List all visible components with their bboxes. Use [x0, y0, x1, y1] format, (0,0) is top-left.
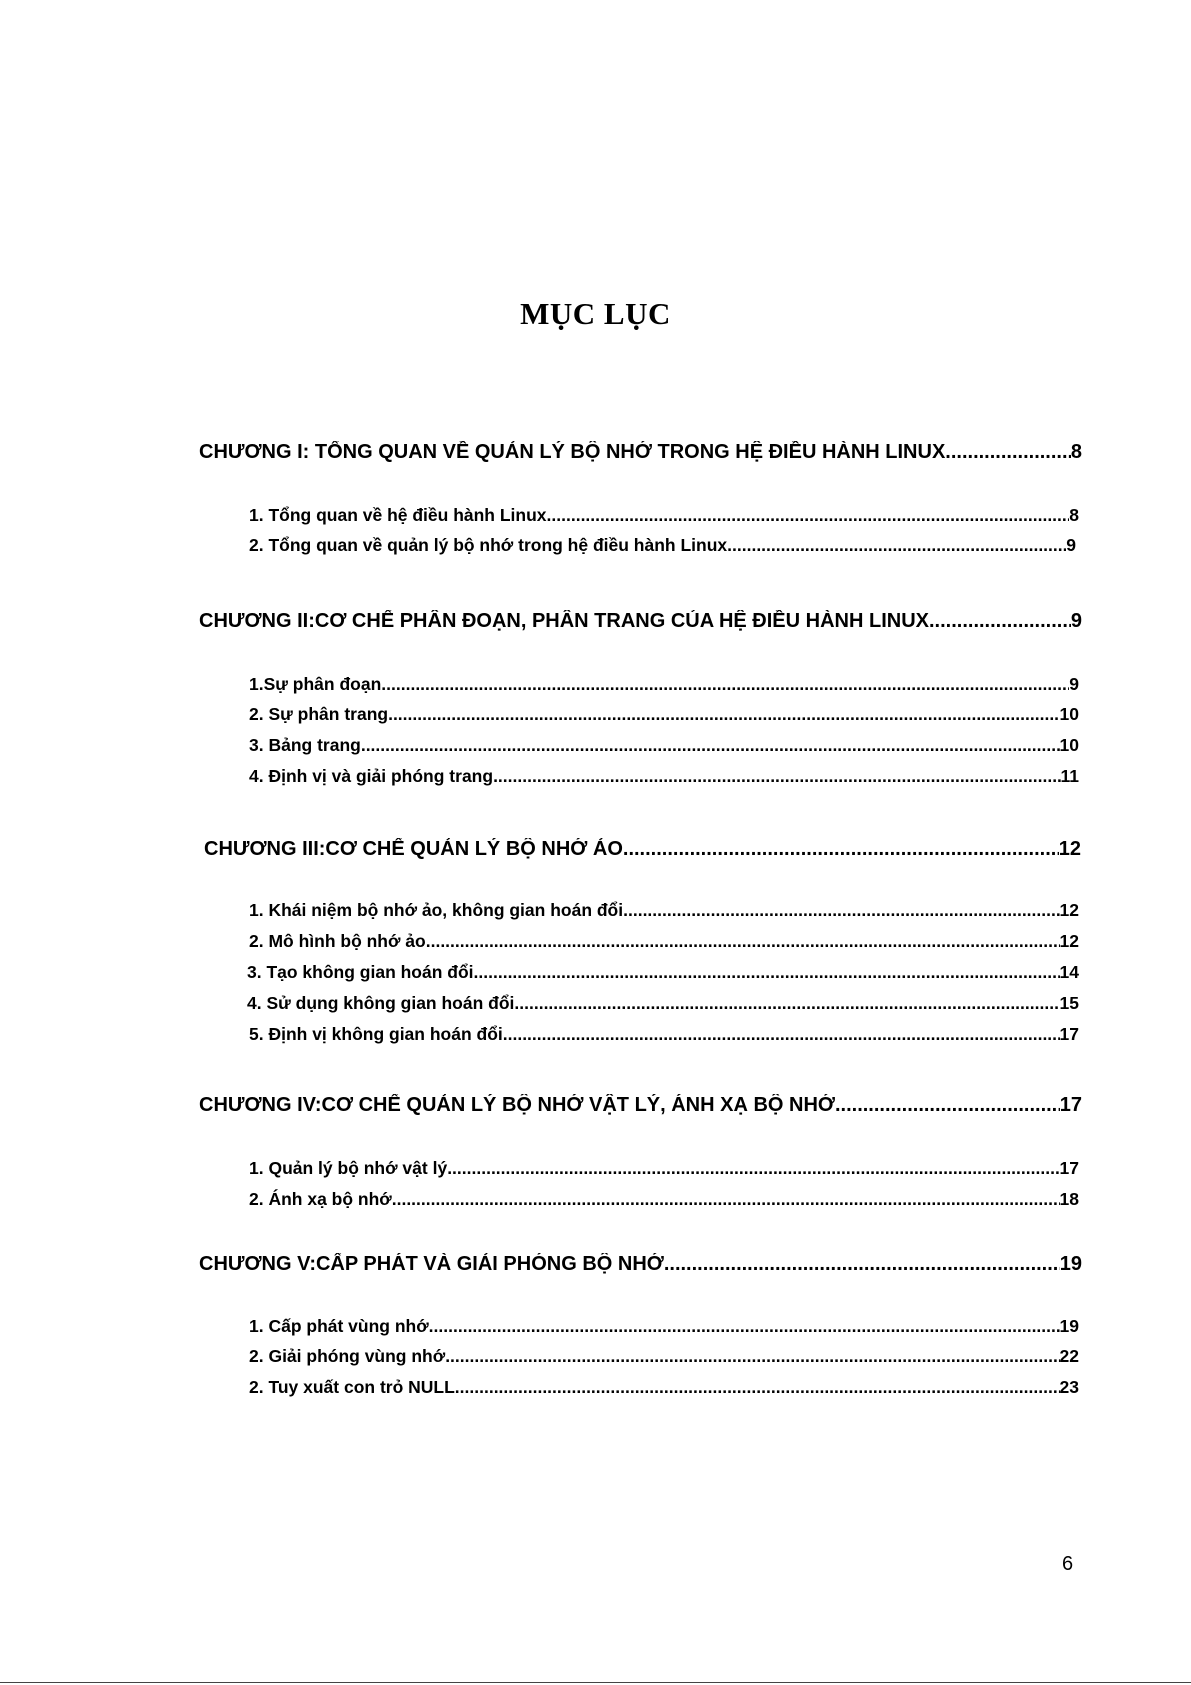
toc-leader-dots: [623, 900, 1059, 921]
toc-page-number: 17: [1059, 1024, 1079, 1044]
toc-section[interactable]: [249, 1316, 1079, 1340]
toc-section[interactable]: [249, 1377, 1079, 1401]
toc-leader-dots: [429, 1316, 1060, 1337]
toc-leader-dots: [455, 1377, 1060, 1398]
toc-leader-dots: [835, 1094, 1060, 1117]
toc-page-number: 17: [1059, 1094, 1082, 1116]
toc-leader-dots: [493, 766, 1060, 787]
toc-section-label: 2. Ánh xạ bộ nhớ: [249, 1189, 392, 1209]
toc-section-label: 1. Tổng quan về hệ điều hành Linux: [249, 505, 547, 525]
toc-section[interactable]: [249, 766, 1079, 790]
toc-leader-dots: [381, 674, 1069, 695]
toc-section-label: 2. Tuy xuất con trỏ NULL: [249, 1377, 455, 1397]
toc-page-number: 8: [1070, 441, 1082, 463]
toc-section-label: 2. Sự phân trang: [249, 704, 389, 724]
toc-section-label: 5. Định vị không gian hoán đổi: [249, 1024, 503, 1044]
toc-chapter-label: CHƯƠNG IV:CƠ CHẾ QUẢN LÝ BỘ NHỚ VẬT LÝ, ÁNH XẠ BỘ NHỚ: [199, 1094, 835, 1116]
toc-page-number: 10: [1059, 735, 1079, 755]
toc-chapter-label: CHƯƠNG III:CƠ CHẾ QUẢN LÝ BỘ NHỚ ẢO: [204, 838, 623, 860]
toc-section[interactable]: [249, 674, 1079, 698]
page-number: 6: [1062, 1553, 1074, 1575]
toc-leader-dots: [503, 1024, 1060, 1045]
toc-section[interactable]: [249, 931, 1079, 955]
toc-title: MỤC LỤC: [520, 296, 671, 331]
bottom-divider: [0, 1682, 1191, 1683]
toc-chapter-4[interactable]: [199, 1094, 1082, 1120]
toc-leader-dots: [664, 1253, 1060, 1276]
toc-chapter-label: CHƯƠNG I: TỔNG QUAN VỀ QUẢN LÝ BỘ NHỚ TRONG HỆ ĐIỀU HÀNH LINUX: [199, 441, 946, 463]
toc-leader-dots: [623, 838, 1059, 861]
toc-leader-dots: [929, 610, 1071, 633]
toc-leader-dots: [392, 1189, 1060, 1210]
toc-page-number: 12: [1059, 931, 1079, 951]
toc-page-number: 9: [1069, 674, 1079, 694]
toc-leader-dots: [447, 1158, 1059, 1179]
toc-section[interactable]: [249, 1158, 1079, 1182]
toc-page-number: 10: [1059, 704, 1079, 724]
toc-chapter-3[interactable]: [204, 838, 1081, 864]
toc-leader-dots: [514, 993, 1059, 1014]
toc-section-label: 1. Cấp phát vùng nhớ: [249, 1316, 429, 1336]
toc-section-label: 1. Khái niệm bộ nhớ ảo, không gian hoán đổi: [249, 900, 624, 920]
toc-leader-dots: [474, 962, 1060, 983]
toc-section[interactable]: [249, 1346, 1079, 1370]
toc-section[interactable]: [249, 1189, 1079, 1213]
toc-leader-dots: [445, 1346, 1059, 1367]
toc-page-number: 18: [1059, 1189, 1079, 1209]
toc-page-number: 15: [1059, 993, 1079, 1013]
toc-section-label: 2. Giải phóng vùng nhớ: [249, 1346, 446, 1366]
toc-page-number: 12: [1059, 900, 1079, 920]
toc-leader-dots: [361, 735, 1060, 756]
toc-chapter-label: CHƯƠNG II:CƠ CHẾ PHÂN ĐOẠN, PHÂN TRANG CỦA HỆ ĐIỀU HÀNH LINUX: [199, 610, 929, 632]
toc-page-number: 9: [1070, 610, 1082, 632]
toc-page-number: 23: [1059, 1377, 1079, 1397]
toc-section-label: 1.Sự phân đoạn: [249, 674, 382, 694]
toc-page-number: 19: [1059, 1253, 1082, 1275]
toc-page-number: 17: [1059, 1158, 1079, 1178]
toc-chapter-label: CHƯƠNG V:CẤP PHÁT VÀ GIẢI PHÓNG BỘ NHỚ: [199, 1253, 664, 1275]
toc-section-label: 3. Tạo không gian hoán đổi: [247, 962, 474, 982]
toc-section-label: 4. Sử dụng không gian hoán đổi: [247, 993, 515, 1013]
toc-section[interactable]: [249, 735, 1079, 759]
toc-chapter-2[interactable]: [199, 610, 1082, 636]
toc-chapter-1[interactable]: [199, 441, 1082, 467]
toc-section[interactable]: [249, 1024, 1079, 1048]
toc-section[interactable]: [249, 900, 1079, 924]
toc-section-label: 3. Bảng trang: [249, 735, 361, 755]
toc-chapter-5[interactable]: [199, 1253, 1082, 1279]
toc-leader-dots: [547, 505, 1070, 526]
toc-section-label: 1. Quản lý bộ nhớ vật lý: [249, 1158, 448, 1178]
toc-leader-dots: [388, 704, 1059, 725]
toc-page-number: 9: [1066, 535, 1076, 555]
toc-section[interactable]: [247, 993, 1079, 1017]
toc-section-label: 2. Mô hình bộ nhớ ảo: [249, 931, 426, 951]
toc-page-number: 22: [1059, 1346, 1079, 1366]
toc-leader-dots: [945, 441, 1071, 464]
toc-section[interactable]: [249, 505, 1079, 529]
toc-page-number: 11: [1060, 766, 1079, 786]
toc-section[interactable]: [249, 535, 1076, 559]
toc-page-number: 8: [1069, 505, 1079, 525]
toc-leader-dots: [426, 931, 1060, 952]
toc-section[interactable]: [247, 962, 1079, 986]
toc-leader-dots: [727, 535, 1066, 556]
toc-page-number: 12: [1058, 838, 1081, 860]
toc-section-label: 2. Tổng quan về quản lý bộ nhớ trong hệ điều hành Linux: [249, 535, 728, 555]
toc-page-number: 14: [1059, 962, 1079, 982]
toc-page-number: 19: [1059, 1316, 1079, 1336]
toc-section-label: 4. Định vị và giải phóng trang: [249, 766, 494, 786]
toc-section[interactable]: [249, 704, 1079, 728]
